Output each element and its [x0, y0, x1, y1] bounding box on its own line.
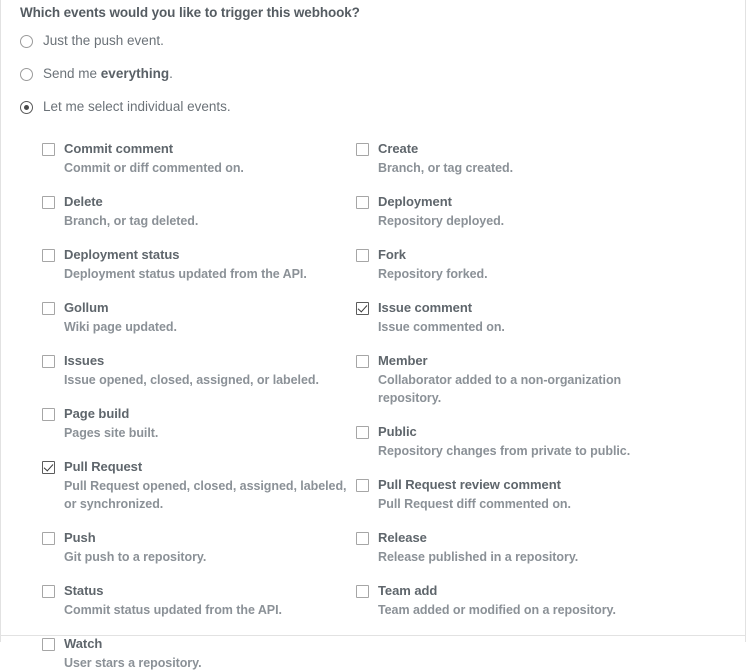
event-title: Public: [378, 424, 417, 439]
checkbox-unchecked-icon[interactable]: [356, 585, 369, 598]
radio-label-text: Send me: [43, 66, 101, 81]
radio-selected-icon[interactable]: [20, 101, 33, 114]
event-description: Release published in a repository.: [378, 550, 579, 564]
event-description: User stars a repository.: [64, 656, 202, 670]
checkbox-checked-icon[interactable]: [42, 461, 55, 474]
event-option[interactable]: [42, 298, 347, 336]
event-option[interactable]: [42, 351, 347, 389]
checkbox-unchecked-icon[interactable]: [356, 532, 369, 545]
events-column-left: [42, 139, 347, 672]
event-title: Deployment: [378, 194, 452, 209]
radio-option-send-everything[interactable]: [20, 66, 520, 99]
event-title: Deployment status: [64, 247, 180, 262]
checkbox-unchecked-icon[interactable]: [42, 532, 55, 545]
checkbox-unchecked-icon[interactable]: [356, 426, 369, 439]
event-title: Page build: [64, 406, 130, 421]
checkbox-unchecked-icon[interactable]: [356, 249, 369, 262]
event-title: Release: [378, 530, 427, 545]
event-description: Collaborator added to a non-organization repository.: [378, 373, 622, 405]
event-description: Commit or diff commented on.: [64, 161, 244, 175]
event-option[interactable]: [42, 404, 347, 442]
event-title: Status: [64, 583, 104, 598]
checkbox-unchecked-icon[interactable]: [356, 355, 369, 368]
checkbox-unchecked-icon[interactable]: [42, 355, 55, 368]
event-option[interactable]: [356, 422, 656, 460]
event-option[interactable]: [356, 351, 656, 407]
event-option[interactable]: [356, 245, 656, 283]
event-title: Gollum: [64, 300, 109, 315]
event-title: Commit comment: [64, 141, 174, 156]
event-description: Pages site built.: [64, 426, 159, 440]
event-title: Pull Request: [64, 459, 143, 474]
event-description: Branch, or tag deleted.: [64, 214, 199, 228]
checkbox-unchecked-icon[interactable]: [42, 249, 55, 262]
radio-option-label: [43, 99, 231, 115]
radio-option-label: [43, 33, 164, 49]
event-description: Pull Request opened, closed, assigned, labeled, or synchronized.: [64, 479, 347, 511]
event-option[interactable]: [42, 192, 347, 230]
radio-option-select-individual[interactable]: [20, 99, 520, 132]
checkbox-checked-icon[interactable]: [356, 302, 369, 315]
event-description: Branch, or tag created.: [378, 161, 514, 175]
radio-option-label: [43, 66, 173, 82]
radio-unselected-icon[interactable]: [20, 68, 33, 81]
checkbox-unchecked-icon[interactable]: [356, 196, 369, 209]
event-description: Wiki page updated.: [64, 320, 177, 334]
radio-unselected-icon[interactable]: [20, 35, 33, 48]
trigger-scope-radio-group: [20, 33, 520, 132]
event-option[interactable]: [356, 528, 656, 566]
event-description: Issue commented on.: [378, 320, 505, 334]
event-option[interactable]: [356, 581, 656, 619]
event-description: Issue opened, closed, assigned, or labeled.: [64, 373, 319, 387]
checkbox-unchecked-icon[interactable]: [42, 302, 55, 315]
event-option[interactable]: [42, 139, 347, 177]
event-description: Git push to a repository.: [64, 550, 207, 564]
checkbox-unchecked-icon[interactable]: [42, 196, 55, 209]
event-title: Issues: [64, 353, 105, 368]
event-title: Delete: [64, 194, 103, 209]
event-description: Commit status updated from the API.: [64, 603, 282, 617]
radio-label-emphasis: everything: [100, 66, 170, 81]
event-description: Repository changes from private to public.: [378, 444, 631, 458]
event-description: Pull Request diff commented on.: [378, 497, 571, 511]
event-option[interactable]: [42, 245, 347, 283]
event-title: Pull Request review comment: [378, 477, 561, 492]
event-option[interactable]: [356, 475, 656, 513]
event-option[interactable]: [42, 581, 347, 619]
radio-option-just-push[interactable]: [20, 33, 520, 66]
radio-label-suffix: .: [169, 66, 173, 81]
checkbox-unchecked-icon[interactable]: [356, 479, 369, 492]
event-description: Repository forked.: [378, 267, 488, 281]
event-title: Create: [378, 141, 419, 156]
event-title: Watch: [64, 636, 103, 651]
checkbox-unchecked-icon[interactable]: [42, 408, 55, 421]
event-description: Team added or modified on a repository.: [378, 603, 616, 617]
event-title: Issue comment: [378, 300, 472, 315]
radio-label-text: Let me select individual events.: [43, 99, 231, 114]
checkbox-unchecked-icon[interactable]: [42, 638, 55, 651]
event-option[interactable]: [42, 634, 347, 672]
event-title: Member: [378, 353, 428, 368]
event-description: Repository deployed.: [378, 214, 505, 228]
event-title: Team add: [378, 583, 438, 598]
events-column-right: [356, 139, 656, 619]
event-title: Fork: [378, 247, 406, 262]
event-option[interactable]: [42, 528, 347, 566]
checkbox-unchecked-icon[interactable]: [42, 143, 55, 156]
event-option[interactable]: [356, 192, 656, 230]
checkbox-unchecked-icon[interactable]: [356, 143, 369, 156]
event-option[interactable]: [356, 139, 656, 177]
page-title: Which events would you like to trigger this webhook?: [20, 5, 360, 20]
event-option[interactable]: [356, 298, 656, 336]
radio-label-text: Just the push event.: [43, 33, 164, 48]
checkbox-unchecked-icon[interactable]: [42, 585, 55, 598]
event-description: Deployment status updated from the API.: [64, 267, 307, 281]
event-option[interactable]: [42, 457, 347, 513]
event-title: Push: [64, 530, 96, 545]
